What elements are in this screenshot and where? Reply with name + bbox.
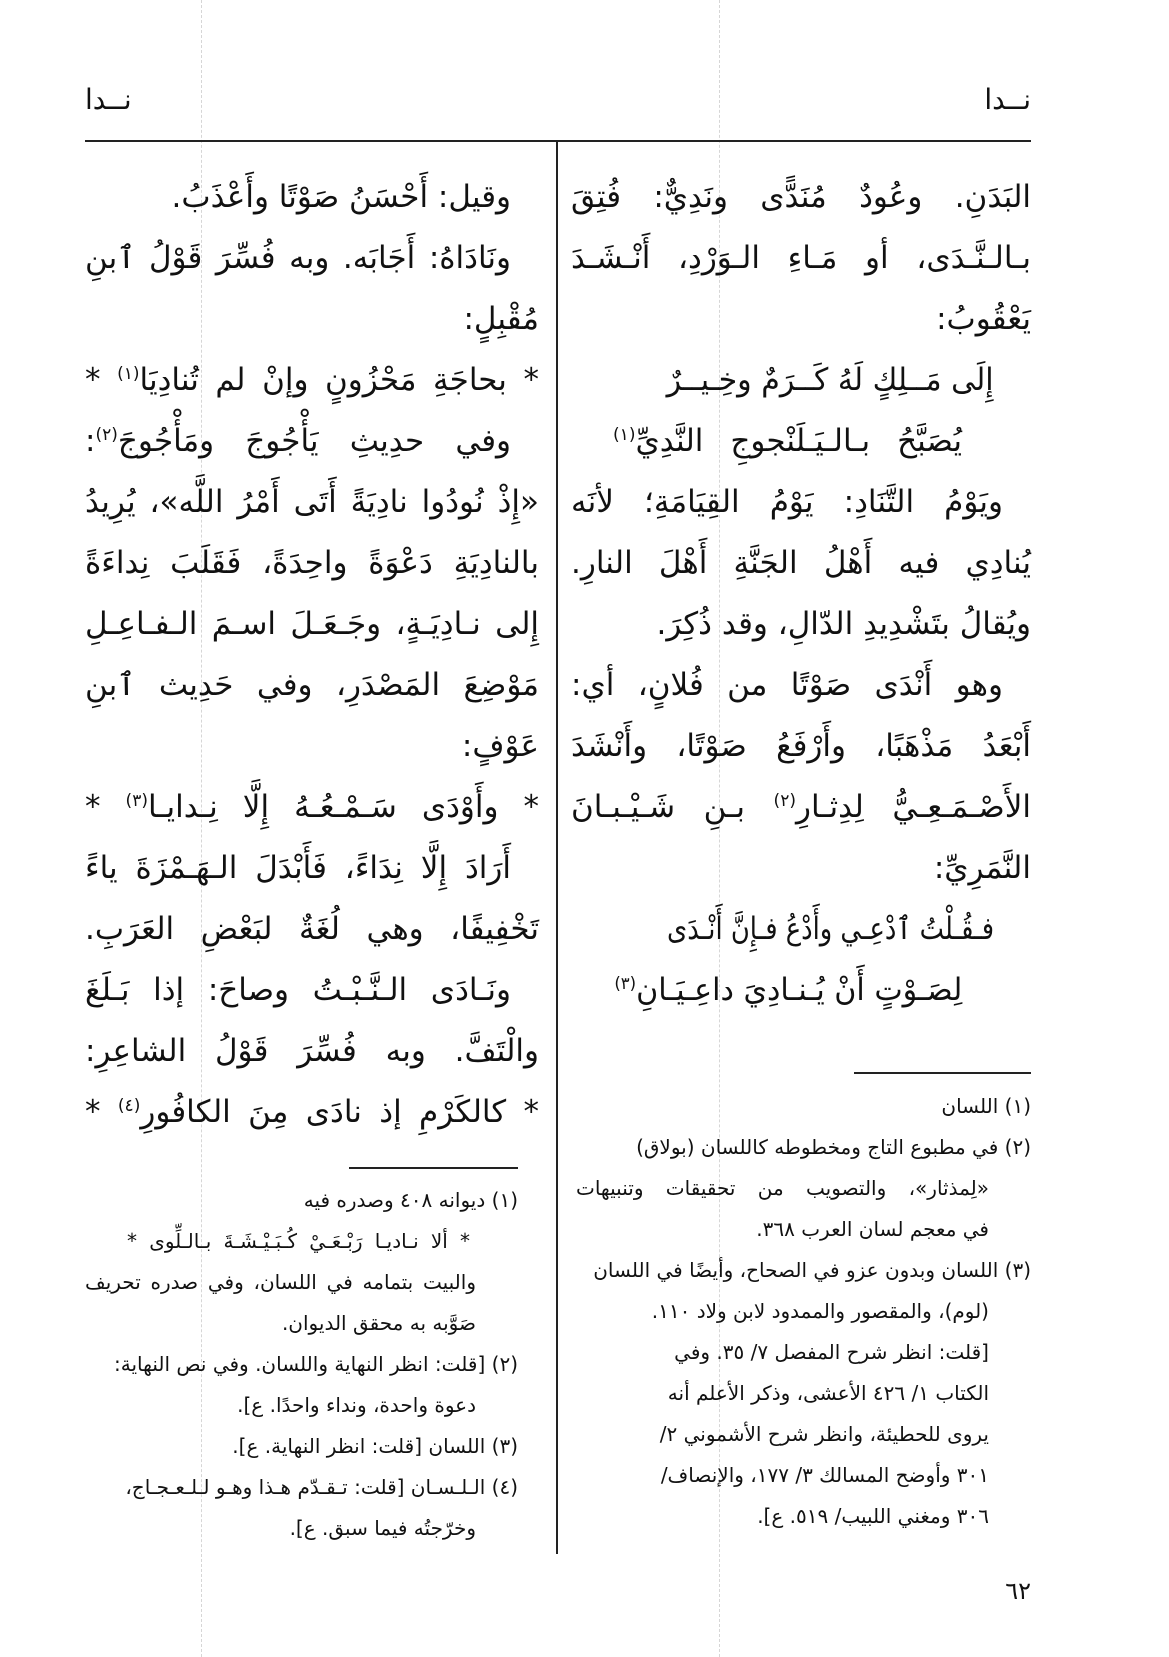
footnote-line-text: والبيت بتمامه في اللسان، وفي صدره تحريف <box>85 1270 476 1294</box>
text-line <box>85 350 539 411</box>
text-line-text: * وأَوْدَى سَـمْـعُـهُ إِلَّا نِـدايـا$^{(٣)}$ * <box>85 789 539 825</box>
text-line-text: مَوْضِعَ المَصْدَرِ، وفي حَدِيث ٱبنِ <box>85 667 539 703</box>
footnote-line <box>85 1467 518 1508</box>
text-line <box>85 167 539 228</box>
footnote-marker: (٣) <box>613 973 636 994</box>
footnote-separator <box>854 1072 1031 1074</box>
text-line <box>85 1021 539 1082</box>
text-line <box>571 777 1031 838</box>
text-line <box>571 167 1031 228</box>
text-line <box>571 838 1031 899</box>
footnote-line-text: في معجم لسان العرب ٣٦٨. <box>756 1217 989 1241</box>
text-line-text: يُصَبَّحُ بـالـيَـلَنْجوجِ النَّدِيِّ$^{(١)}$ <box>613 423 962 459</box>
footnote-line-text: الكتاب ١/ ٤٢٦ الأعشى، وذكر الأعلم أنه <box>667 1381 989 1405</box>
text-line-text: وفي حدِيثِ يَأْجُوجَ ومَأْجُوجَ$^{(٢)}$: <box>85 423 511 459</box>
footnote-marker: (٣) <box>125 790 148 811</box>
text-line-text: إِلى نـادِيَـةٍ، وجَـعَـلَ اسـمَ الـفـاعِـلِ <box>85 606 539 642</box>
text-line-text: أَرَادَ إِلَّا نِدَاءً، فَأَبْدَلَ الـهَـمْزَةَ ياءً <box>85 850 511 886</box>
text-line-text: تَخْفِيفًا، وهي لُغَةٌ لبَعْضِ العَرَبِ. <box>85 911 539 947</box>
text-line-text: فـقُـلْتُ ٱدْعِـي وأَدْعُ فـإِنَّ أَنْـدَى <box>666 911 994 947</box>
text-line-text: وهو أَنْدَى صَوْتًا من فُلانٍ، أي: <box>571 667 1003 703</box>
text-line-text: البَدَنِ. وعُودٌ مُنَدًّى ونَدِيٌّ: فُتِقَ <box>571 179 1031 215</box>
footnote-line-text: * ألا نـاديـا رَبْـعَـيْ كُـبَـيْـشَـةَ بـالـلِّوى * <box>127 1229 470 1253</box>
left-column-text <box>85 167 539 1143</box>
running-header-left: نــدا <box>85 83 132 116</box>
footnote-line <box>576 1455 1031 1496</box>
footnote-line-text: ٣٠١ وأوضح المسالك ٣/ ١٧٧، والإنصاف/ <box>660 1463 989 1487</box>
text-line-text: والْتَفَّ. وبه فُسِّرَ قَوْلُ الشاعِرِ: <box>85 1033 539 1069</box>
text-line <box>85 411 539 472</box>
footnote-marker: (١) <box>613 424 636 445</box>
footnote-line-text: ٣٠٦ ومغني اللبيب/ ٥١٩. ع]. <box>757 1504 989 1528</box>
page-number: ٦٢ <box>1005 1577 1031 1605</box>
text-line <box>571 472 1031 533</box>
footnote-line <box>576 1332 1031 1373</box>
text-line <box>571 533 1031 594</box>
footnote-line <box>85 1344 518 1385</box>
text-line <box>85 655 539 716</box>
text-line-text: يَعْقُوبُ: <box>936 301 1031 337</box>
text-line <box>571 899 1031 960</box>
footnote-line <box>576 1373 1031 1414</box>
footnote-line-text: دعوة واحدة، ونداء واحدًا. ع]. <box>237 1393 476 1417</box>
text-line <box>85 472 539 533</box>
text-line-text: وقيل: أَحْسَنُ صَوْتًا وأَعْذَبُ. <box>171 179 511 215</box>
text-line <box>571 411 1031 472</box>
text-line-text: ونَادَاهُ: أَجَابَه. وبه فُسِّرَ قَوْلُ ٱبنِ <box>85 240 511 276</box>
text-line-text: إِلَى مَــلِكٍ لَهُ كَــرَمٌ وخِـيــرٌ <box>666 362 994 398</box>
footnote-line <box>576 1127 1031 1168</box>
text-line-text: النَّمَرِيِّ: <box>933 850 1031 886</box>
text-line <box>85 899 539 960</box>
footnote-line-text: (٢) [قلت: انظر النهاية واللسان. وفي نص النهاية: <box>114 1352 518 1376</box>
footnote-marker: (٢) <box>773 790 797 811</box>
text-line-text: لِصَـوْتٍ أَنْ يُـنـادِيَ داعِـيَـانِ$^{(٣)}$ <box>613 972 962 1008</box>
footnote-line <box>576 1168 1031 1209</box>
text-line-text: يُنادِي فيه أَهْلُ الجَنَّةِ أَهْلَ النارِ. <box>571 545 1031 581</box>
footnote-line-text: (٣) اللسان [قلت: انظر النهاية. ع]. <box>232 1434 518 1458</box>
footnote-line-text: (٢) في مطبوع التاج ومخطوطه كاللسان (بولاق) <box>636 1135 1031 1159</box>
footnote-marker: (٢) <box>95 424 118 445</box>
footnote-line <box>576 1086 1031 1127</box>
right-column-text <box>571 167 1031 1021</box>
footnote-line <box>576 1209 1031 1250</box>
footnote-separator <box>349 1167 518 1169</box>
right-column-footnotes <box>576 1086 1031 1537</box>
footnote-line-text: «لِمذثار»، والتصويب من تحقيقات وتنبيهات <box>576 1176 989 1200</box>
footnote-line <box>85 1180 518 1221</box>
text-line <box>85 533 539 594</box>
footnote-line-text: (١) اللسان <box>941 1094 1031 1118</box>
text-line-text: ونَـادَى الـنَّـبْـتُ وصاحَ: إذا بَـلَغَ <box>85 972 511 1008</box>
footnote-line-text: [قلت: انظر شرح المفصل ٧/ ٣٥. وفي <box>674 1340 989 1364</box>
text-line <box>85 716 539 777</box>
text-line-text: أَبْعَدُ مَذْهَبًا، وأَرْفَعُ صَوْتًا، وأَنْشَدَ <box>571 728 1031 764</box>
footnote-line-text: (٤) الـلـسـان [قلت: تـقـدّم هـذا وهـو لـلـعـجـاج، <box>125 1475 518 1499</box>
footnote-marker: (١) <box>117 363 140 384</box>
text-line <box>571 350 1031 411</box>
footnote-line-text: (لوم)، والمقصور والممدود لابن ولاد ١١٠. <box>651 1299 989 1323</box>
column-divider <box>556 141 558 1554</box>
left-column-footnotes <box>85 1180 518 1549</box>
footnote-line <box>85 1262 518 1303</box>
text-line <box>85 838 539 899</box>
text-line <box>571 716 1031 777</box>
footnote-line <box>85 1426 518 1467</box>
text-line <box>85 1082 539 1143</box>
text-line-text: بالنادِيَةِ دَعْوَةً واحِدَةً، فَقَلَبَ نِداءَةً <box>85 545 539 581</box>
text-line <box>571 960 1031 1021</box>
text-line-text: * بحاجَةِ مَحْزُونٍ وإنْ لم تُنادِيَا$^{(١)}$ * <box>85 362 539 398</box>
footnote-line-text: يروى للحطيئة، وانظر شرح الأشموني ٢/ <box>659 1422 989 1446</box>
footnote-line-text: (١) ديوانه ٤٠٨ وصدره فيه <box>303 1188 518 1212</box>
text-line-text: ويَوْمُ التَّنَادِ: يَوْمُ القِيَامَةِ؛ لأنَه <box>571 484 1003 520</box>
footnote-line <box>85 1508 518 1549</box>
footnote-line-text: صَوَّبه به محقق الديوان. <box>281 1311 476 1335</box>
footnote-marker: (٤) <box>117 1095 141 1116</box>
footnote-line <box>576 1496 1031 1537</box>
text-line <box>85 960 539 1021</box>
text-line <box>85 289 539 350</box>
footnote-line-text: وخرّجتُه فيما سبق. ع]. <box>289 1516 476 1540</box>
footnote-line <box>576 1250 1031 1291</box>
footnote-line-text: (٣) اللسان وبدون عزو في الصحاح، وأيضًا في اللسان <box>593 1258 1031 1282</box>
text-line <box>85 594 539 655</box>
text-line-text: «إِذْ نُودُوا نادِيَةً أَتَى أَمْرُ اللَّه»، يُرِيدُ <box>85 484 539 520</box>
footnote-line <box>576 1414 1031 1455</box>
text-line-text: عَوْفٍ: <box>461 728 539 764</box>
header-rule <box>85 140 1031 142</box>
text-line-text: ويُقالُ بتَشْدِيدِ الدّالِ، وقد ذُكِرَ. <box>656 606 1031 642</box>
text-line-text: * كالكَرْمِ إذ نادَى مِنَ الكافُورِ$^{(٤)}$ * <box>85 1094 540 1130</box>
footnote-line <box>576 1291 1031 1332</box>
text-line <box>571 228 1031 289</box>
footnote-line <box>85 1221 518 1262</box>
text-line-text: مُقْبِلٍ: <box>463 301 539 337</box>
text-line <box>85 777 539 838</box>
running-header-right: نــدا <box>984 83 1031 116</box>
footnote-line <box>85 1303 518 1344</box>
text-line-text: بـالـنَّـدَى، أو مَـاءِ الـوَرْدِ، أَنْـشَـدَ <box>571 240 1031 276</box>
footnote-line <box>85 1385 518 1426</box>
text-line <box>571 289 1031 350</box>
text-line-text: الأَصْـمَـعِـيُّ لِدِثـارِ$^{(٢)}$ بـنِ شَـيْـبـانَ <box>571 789 1031 825</box>
text-line <box>571 594 1031 655</box>
text-line <box>85 228 539 289</box>
text-line <box>571 655 1031 716</box>
